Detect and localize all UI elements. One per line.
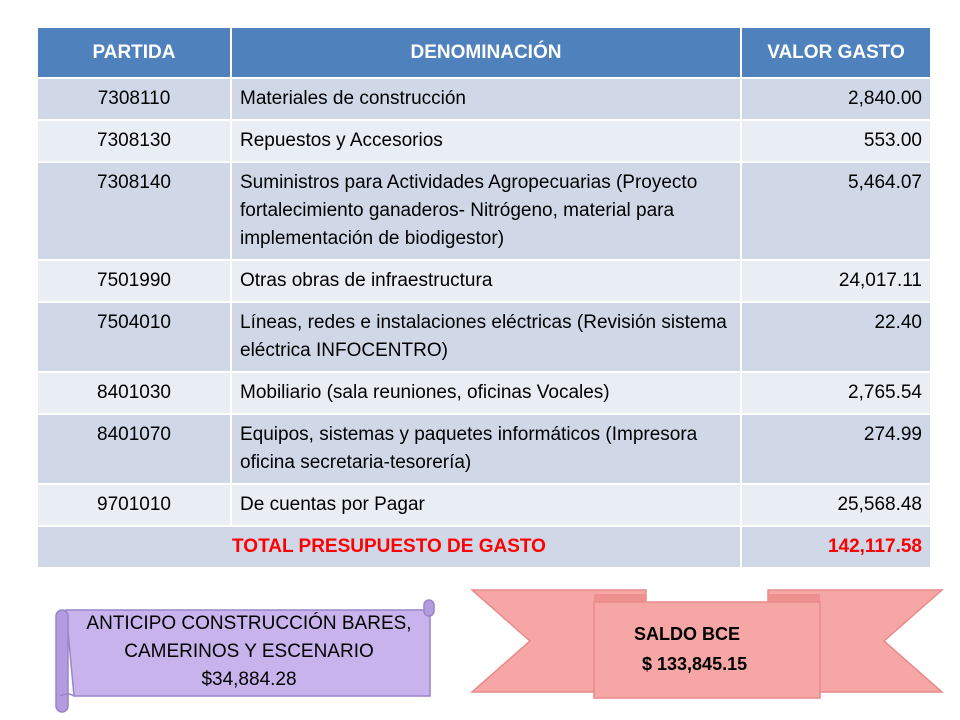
partida-cell: 8401030 (38, 372, 231, 414)
header-denominacion: DENOMINACIÓN (231, 28, 741, 78)
table-row (38, 302, 930, 372)
denominacion-cell: Otras obras de infraestructura (231, 260, 741, 302)
valor-cell: 2,840.00 (741, 78, 930, 120)
table-row (38, 372, 930, 414)
saldo-label: SALDO BCE (634, 624, 741, 644)
header-valor-gasto: VALOR GASTO (741, 28, 930, 78)
valor-cell: 2,765.54 (741, 372, 930, 414)
denominacion-cell: Mobiliario (sala reuniones, oficinas Vocales) (231, 372, 741, 414)
ribbon-shape (468, 584, 946, 714)
denominacion-cell: Equipos, sistemas y paquetes informáticos (Impresora oficina secretaria-tesorería) (231, 414, 741, 484)
table-header-row (38, 28, 930, 78)
partida-cell: 7501990 (38, 260, 231, 302)
table-row (38, 414, 930, 484)
table-row (38, 484, 930, 526)
valor-cell: 25,568.48 (741, 484, 930, 526)
total-value: 142,117.58 (741, 526, 930, 567)
partida-cell: 8401070 (38, 414, 231, 484)
anticipo-text (74, 610, 424, 694)
valor-cell: 553.00 (741, 120, 930, 162)
table-row (38, 162, 930, 260)
denominacion-cell: De cuentas por Pagar (231, 484, 741, 526)
table-row (38, 78, 930, 120)
saldo-value: $ 133,845.15 (642, 654, 748, 674)
partida-cell: 7308130 (38, 120, 231, 162)
denominacion-cell: Materiales de construcción (231, 78, 741, 120)
anticipo-line-3: $34,884.28 (201, 669, 297, 690)
denominacion-cell: Repuestos y Accesorios (231, 120, 741, 162)
partida-cell: 9701010 (38, 484, 231, 526)
anticipo-line-2: CAMERINOS Y ESCENARIO (124, 641, 374, 662)
denominacion-cell: Suministros para Actividades Agropecuarias (Proyecto fortalecimiento ganaderos- Nitrógeno, material para implementación de biodigestor) (231, 162, 741, 260)
total-label: TOTAL PRESUPUESTO DE GASTO (38, 526, 741, 567)
partida-cell: 7308140 (38, 162, 231, 260)
valor-cell: 274.99 (741, 414, 930, 484)
budget-table (38, 28, 930, 567)
saldo-ribbon-banner (468, 584, 946, 714)
valor-cell: 5,464.07 (741, 162, 930, 260)
header-partida: PARTIDA (38, 28, 231, 78)
table-row (38, 120, 930, 162)
anticipo-scroll-banner (50, 596, 438, 714)
partida-cell: 7504010 (38, 302, 231, 372)
total-row (38, 526, 930, 567)
partida-cell: 7308110 (38, 78, 231, 120)
valor-cell: 22.40 (741, 302, 930, 372)
table-row (38, 260, 930, 302)
valor-cell: 24,017.11 (741, 260, 930, 302)
denominacion-cell: Líneas, redes e instalaciones eléctricas (Revisión sistema eléctrica INFOCENTRO) (231, 302, 741, 372)
anticipo-line-1: ANTICIPO CONSTRUCCIÓN BARES, (86, 613, 412, 634)
